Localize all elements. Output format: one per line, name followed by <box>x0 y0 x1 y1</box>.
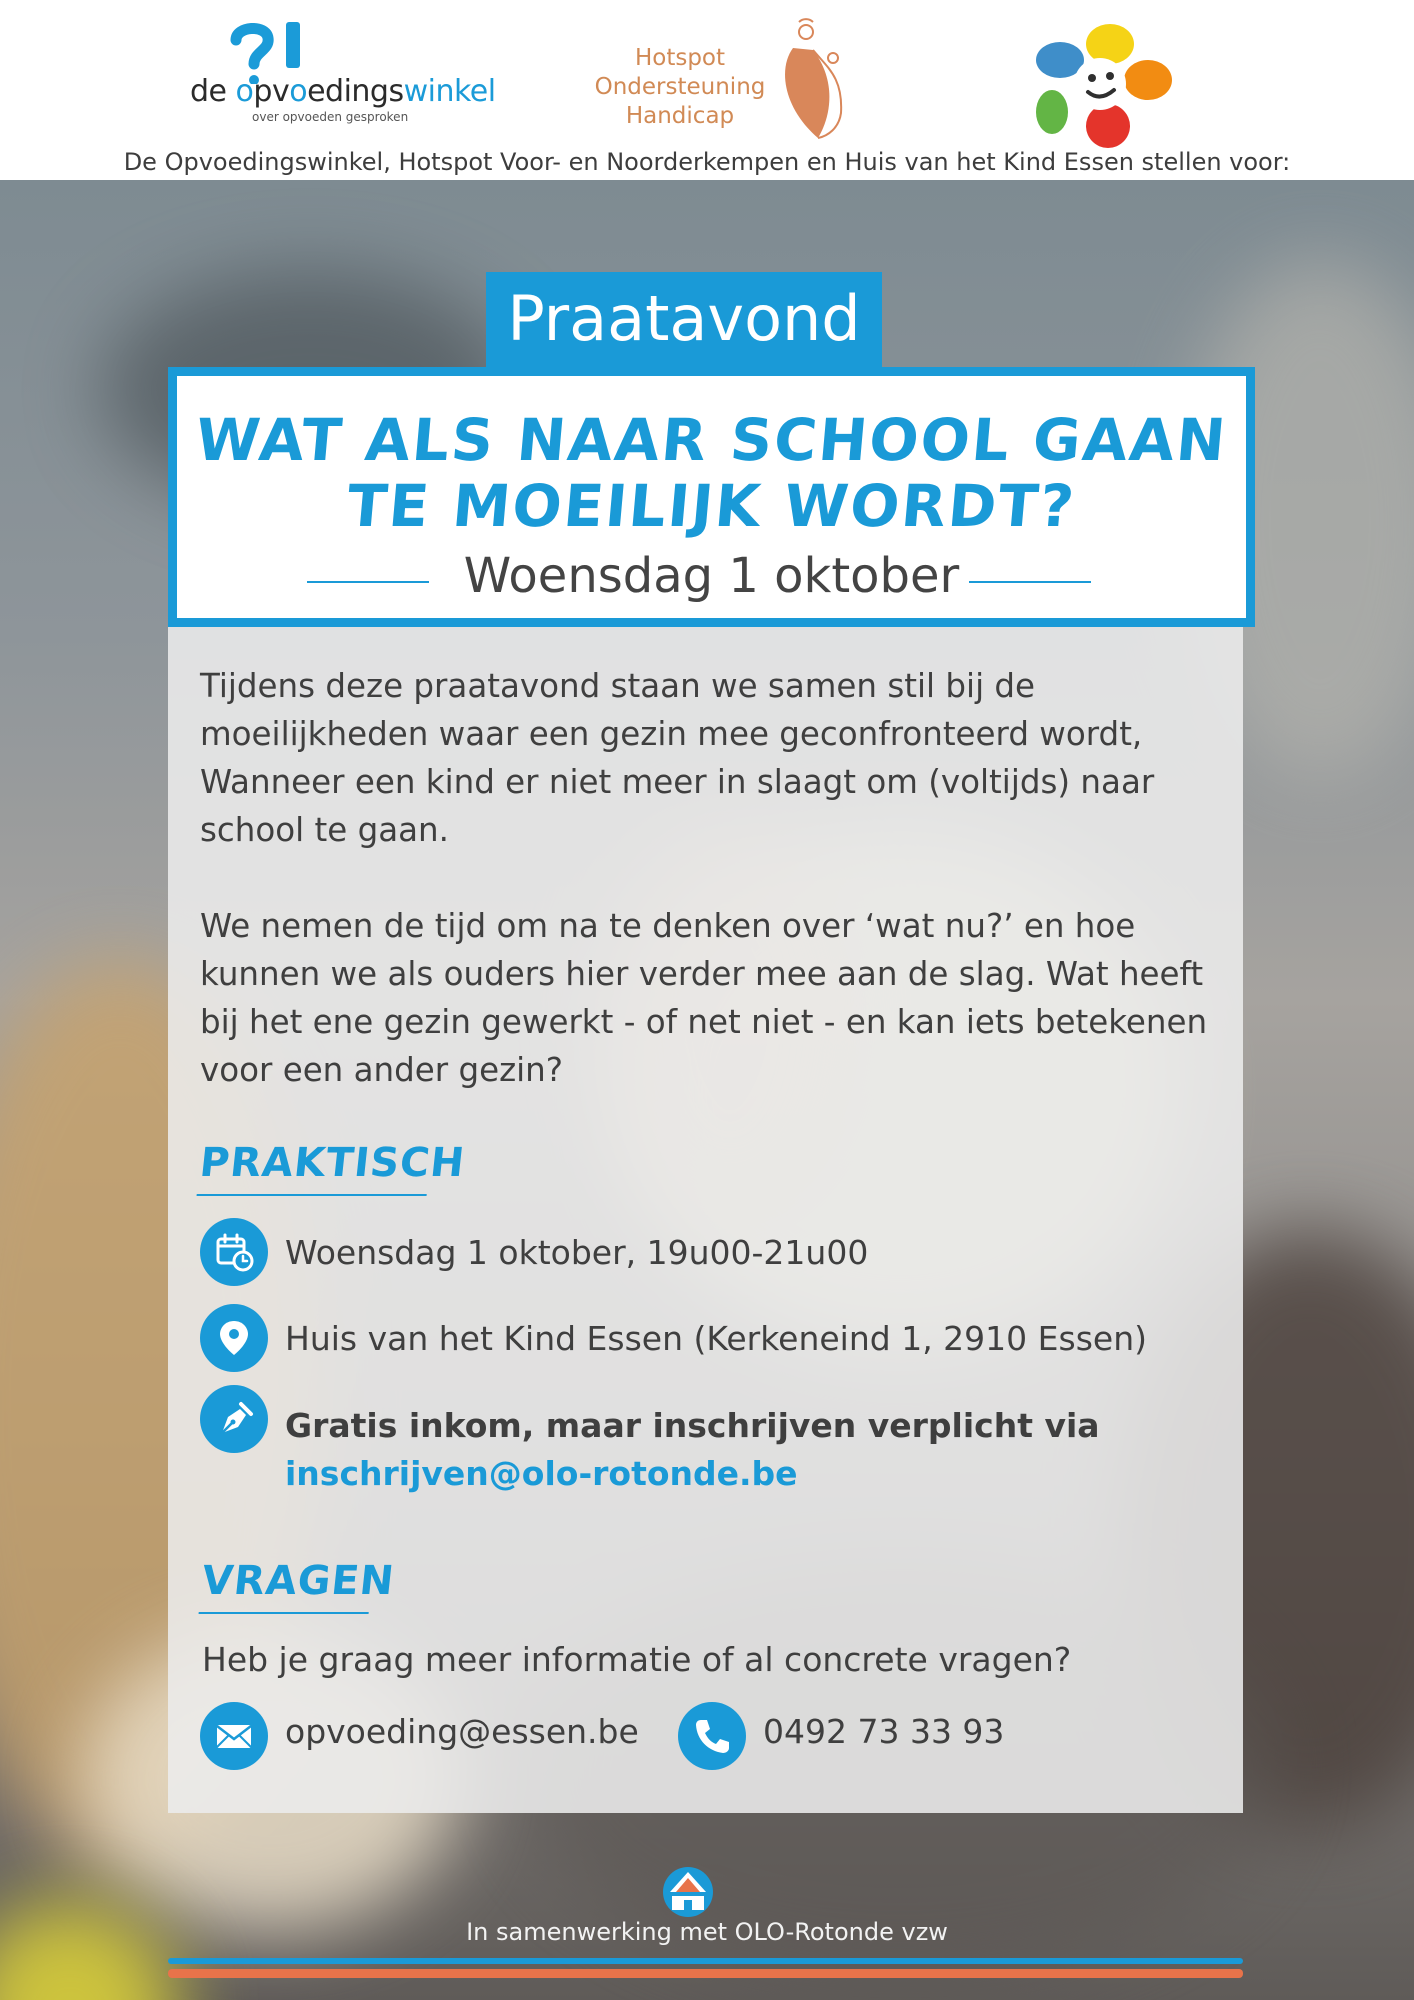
registration-info <box>285 1402 1100 1498</box>
opvoedingswinkel-logo <box>190 22 496 127</box>
event-location: Huis van het Kind Essen (Kerkeneind 1, 2910 Essen) <box>285 1319 1147 1358</box>
contact-email-link[interactable]: opvoeding@essen.be <box>285 1712 639 1751</box>
event-title-line-1: WAT ALS NAAR SCHOOL GAAN <box>192 406 1231 474</box>
phone-icon <box>678 1702 746 1770</box>
event-title-line-2: TE MOEILIJK WORDT? <box>344 472 1079 540</box>
date-rule-right <box>969 581 1091 583</box>
contact-phone-link[interactable]: 0492 73 33 93 <box>763 1712 1005 1751</box>
opvoedingswinkel-wordmark: de opvoedingswinkel <box>190 74 496 109</box>
footer-bar-orange <box>168 1969 1243 1978</box>
olo-rotonde-logo-icon <box>662 1866 714 1918</box>
envelope-icon <box>200 1702 268 1770</box>
calendar-clock-icon <box>200 1218 268 1286</box>
praktisch-heading: PRAKTISCH <box>198 1140 468 1186</box>
partner-credit: In samenwerking met OLO-Rotonde vzw <box>466 1918 948 1946</box>
map-pin-icon <box>200 1304 268 1372</box>
vragen-heading: VRAGEN <box>200 1558 397 1604</box>
hotspot-logo <box>585 18 885 143</box>
vragen-question: Heb je graag meer informatie of al concrete vragen? <box>202 1640 1072 1679</box>
intro-line: De Opvoedingswinkel, Hotspot Voor- en Noorderkempen en Huis van het Kind Essen stellen voor: <box>123 148 1291 176</box>
hotspot-figure-icon <box>773 18 863 143</box>
footer-bar-blue <box>168 1958 1243 1964</box>
header <box>0 0 1414 180</box>
registration-text: Gratis inkom, maar inschrijven verplicht via <box>285 1406 1100 1445</box>
title-box <box>168 367 1255 627</box>
intro-paragraph: Tijdens deze praatavond staan we samen stil bij de moeilijkheden waar een gezin mee geconfronteerd wordt, Wanneer een kind er niet meer in slaagt om (voltijds) naar school te gaan. <box>200 667 1155 849</box>
opvoedingswinkel-tagline: over opvoeden gesproken <box>252 110 409 124</box>
pen-nib-icon <box>200 1385 268 1453</box>
description-paragraph: We nemen de tijd om na te denken over ‘wat nu?’ en hoe kunnen we als ouders hier verder mee aan de slag. Wat heeft bij het ene gezin gewerkt - of net niet - en kan iets betekenen voor een ander gezin? <box>200 907 1208 1089</box>
huis-van-het-kind-logo <box>1030 22 1175 150</box>
hotspot-logo-text: Hotspot Ondersteuning Handicap <box>594 45 766 129</box>
event-date: Woensdag 1 oktober <box>463 548 960 604</box>
event-type-badge: Praatavond <box>486 272 882 372</box>
event-datetime: Woensdag 1 oktober, 19u00-21u00 <box>285 1233 869 1272</box>
registration-email-link[interactable]: inschrijven@olo-rotonde.be <box>285 1454 798 1493</box>
